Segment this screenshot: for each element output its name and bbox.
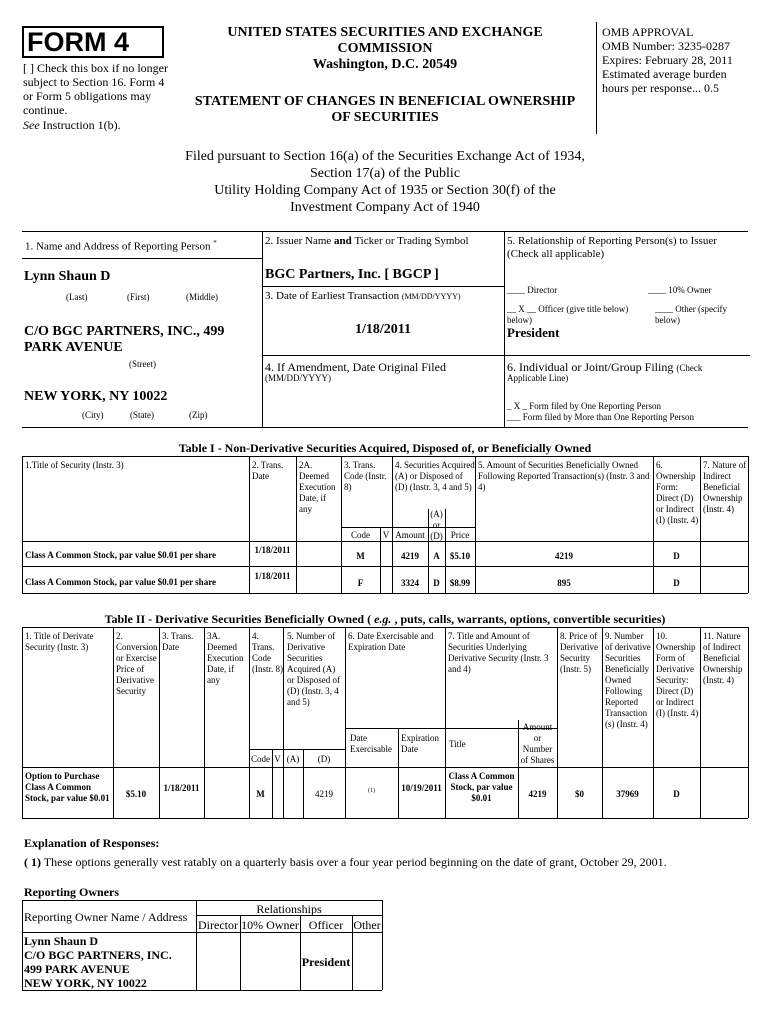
t1-row2-form: D: [673, 578, 680, 588]
t1-h6: 6. Ownership Form: Direct (D) or Indirect (I) (Instr. 4): [656, 460, 699, 525]
t1-v7: [700, 456, 701, 593]
filed-line2: Section 17(a) of the Public: [309, 166, 461, 181]
t2-sub-exp: Expiration Date: [401, 733, 439, 754]
t2-h3a: 3A. Deemed Execution Date, if any: [207, 631, 244, 685]
street-value: C/O BGC PARTNERS, INC., 499 PARK AVENUE: [24, 324, 225, 355]
relationship-other[interactable]: ____ Other (specify below): [655, 304, 727, 325]
t2-header-bottom: [22, 767, 748, 768]
t2-row-und-title: Class A Common Stock, par value $0.01: [448, 771, 515, 803]
owner-line1: Lynn Shaun D: [24, 934, 99, 948]
form-title-box: [22, 26, 164, 58]
label-street: (Street): [129, 359, 156, 369]
t1-row2-amount: 3324: [401, 578, 419, 588]
t1-row2-bottom: [22, 593, 748, 594]
label-zip: (Zip): [189, 410, 208, 420]
owner-line3: 499 PARK AVENUE: [24, 962, 130, 976]
relationship-ten-pct[interactable]: ____ 10% Owner: [648, 285, 712, 295]
box2-rule: [262, 286, 504, 287]
relationship-director[interactable]: ____ Director: [507, 285, 558, 295]
t1-row2-owned: 895: [557, 578, 571, 588]
filed-line4: Investment Company Act of 1940: [290, 200, 480, 215]
instruction-ref: [23, 118, 171, 132]
agency-line1: UNITED STATES SECURITIES AND EXCHANGE: [227, 25, 543, 40]
t2-row-title: Option to Purchase Class A Common Stock, par value $0.01: [25, 771, 110, 803]
omb-title: OMB APPROVAL: [602, 25, 694, 39]
reporting-person-name: Lynn Shaun D: [24, 269, 111, 284]
t2-h2: 2. Conversion or Exercise Price of Derivative Security: [116, 631, 158, 696]
box1-rule: [22, 258, 262, 259]
label-last: (Last): [66, 292, 88, 302]
owner-line2: C/O BGC PARTNERS, INC.: [24, 948, 172, 962]
box1-star: *: [213, 239, 217, 247]
filed-pursuant: [150, 148, 620, 216]
omb-burden1: Estimated average burden: [602, 67, 727, 81]
t1-row2-date: 1/18/2011: [254, 571, 291, 581]
owners-v0: [22, 900, 23, 990]
t1-v3: [341, 456, 342, 593]
t2-row-form: D: [673, 789, 680, 799]
box6-label-text: 6. Individual or Joint/Group Filing: [507, 360, 674, 374]
owner-name-address: [24, 934, 172, 990]
t1-v6: [653, 456, 654, 593]
t2-h11: 11. Nature of Indirect Beneficial Ownership (Instr. 4): [703, 631, 743, 685]
t1-v2: [296, 456, 297, 593]
section-bottom-rule: [22, 427, 748, 428]
t1-row2-ad: D: [433, 578, 440, 588]
t2-sub-title: Title: [449, 739, 466, 749]
owners-col-other: Other: [353, 918, 381, 932]
t1-row1-code: M: [356, 551, 365, 561]
t1-sub-rule: [341, 527, 475, 528]
t2-v6a: [398, 728, 399, 818]
t1-h1: 1.Title of Security (Instr. 3): [25, 460, 124, 470]
t2-v-right: [748, 627, 749, 818]
box4-format: (MM/DD/YYYY): [265, 373, 331, 383]
t1-row1-bottom: [22, 566, 748, 567]
issuer-name: BGC Partners, Inc. [ BGCP ]: [265, 267, 439, 282]
owners-col-officer: Officer: [308, 918, 344, 932]
t2-row-code: M: [256, 789, 265, 799]
t2-v10: [700, 627, 701, 818]
box2-label-post: Ticker or Trading Symbol: [351, 235, 469, 247]
section-top-rule: [22, 231, 748, 232]
owners-top: [22, 900, 382, 901]
t2-sub-date-ex: Date Exercisable: [350, 733, 392, 754]
t2-title-pre: Table II - Derivative Securities Beneficially Owned (: [104, 612, 375, 626]
box3-rule: [262, 355, 750, 356]
t1-h5: 5. Amount of Securities Beneficially Owned Following Reported Transaction(s) (Instr. 3 and 4): [478, 460, 650, 492]
t2-row-owned: 37969: [616, 789, 639, 799]
form-title: FORM 4: [27, 27, 130, 57]
note-text: These options generally vest ratably on a quarterly basis over a four year period beginning on the date of grant, October 29, 2001.: [43, 855, 667, 869]
t2-h10: 10. Ownership Form of Derivative Security: Direct (D) or Indirect (I) (Instr. 4): [656, 631, 699, 718]
t1-row1-form: D: [673, 551, 680, 561]
t1-v-right: [748, 456, 749, 593]
owners-heading: Reporting Owners: [24, 885, 119, 899]
label-first: (First): [127, 292, 150, 302]
t2-row-bottom: [22, 818, 748, 819]
t2-sub-amount: Amount or Number of Shares: [520, 722, 555, 765]
t2-row-und-amount: 4219: [528, 789, 547, 799]
omb-number: OMB Number: 3235-0287: [602, 39, 730, 53]
t1-v-left: [22, 456, 23, 593]
t2-title-post: , puts, calls, warrants, options, convertible securities): [391, 612, 666, 626]
box5-label-text: 5. Relationship of Reporting Person(s) to Issuer: [507, 235, 717, 247]
t1-h2a: 2A. Deemed Execution Date, if any: [299, 460, 336, 514]
t1-sub-aord: (A) or (D): [430, 509, 443, 541]
owner-officer-value: President: [301, 955, 351, 969]
box3-label: [265, 290, 505, 303]
instruction-text: Instruction 1(b).: [42, 118, 121, 132]
owners-header-bottom: [22, 932, 382, 933]
owners-bottom: [22, 990, 382, 991]
t1-sub-code: Code: [351, 530, 370, 540]
t1-row2-price: $8.99: [449, 578, 471, 588]
t1-v4: [392, 456, 393, 593]
box6-sub: Applicable Line): [507, 373, 569, 383]
box1-label: [25, 237, 260, 254]
agency-name: [175, 25, 595, 73]
t2-sub-v: V: [274, 754, 281, 764]
t1-row1-price: $5.10: [449, 551, 471, 561]
box3-format: (MM/DD/YYYY): [401, 292, 461, 301]
omb-approval: [602, 25, 767, 95]
t1-h4: 4. Securities Acquired (A) or Disposed of (D) (Instr. 3, 4 and 5): [395, 460, 475, 492]
t1-v5: [475, 456, 476, 593]
owners-col-ten: 10% Owner: [241, 918, 299, 932]
relationship-other-below: below): [507, 315, 532, 325]
filed-line3: Utility Holding Company Act of 1935 or Section 30(f) of the: [214, 183, 556, 198]
t2-sub-d: (D): [317, 754, 331, 764]
box1-label-text: 1. Name and Address of Reporting Person: [25, 240, 211, 253]
box2-label-pre: 2. Issuer Name: [265, 235, 335, 247]
omb-burden2: hours per response... 0.5: [602, 81, 719, 95]
relationship-officer[interactable]: __ X __ Officer (give title below): [507, 304, 629, 314]
t2-h7: 7. Title and Amount of Securities Underlying Derivative Security (Instr. 3 and 4): [448, 631, 549, 674]
statement-line1: STATEMENT OF CHANGES IN BENEFICIAL OWNERSHIP: [194, 94, 576, 109]
t1-row1-title: Class A Common Stock, par value $0.01 per share: [25, 550, 217, 560]
t1-h7: 7. Nature of Indirect Beneficial Ownership (Instr. 4): [703, 460, 747, 514]
earliest-transaction-date: 1/18/2011: [354, 322, 411, 337]
t1-row1-ad: A: [433, 551, 440, 561]
t1-top: [22, 456, 748, 457]
t2-row-date: 1/18/2011: [163, 783, 200, 793]
t2-h3: 3. Trans. Date: [162, 631, 194, 652]
agency-line2: COMMISSION: [337, 41, 433, 56]
t2-row-price: $5.10: [125, 789, 147, 799]
label-city: (City): [82, 410, 104, 420]
t1-h3: 3. Trans. Code (Instr. 8): [344, 460, 387, 492]
omb-divider: [596, 22, 597, 134]
t2-row-deriv-price: $0: [575, 789, 584, 799]
t2-v4: [283, 627, 284, 818]
t1-row2-title: Class A Common Stock, par value $0.01 per share: [25, 577, 217, 587]
box2-label: [265, 235, 505, 248]
no-longer-subject-checkbox-text[interactable]: [ ] Check this box if no longer subject to Section 16. Form 4 or Form 5 obligations may continue.: [23, 61, 168, 117]
t2-h9: 9. Number of derivative Securities Beneficially Owned Following Reported Transaction (s) (Instr. 4): [605, 631, 651, 729]
t2-sub-code: Code: [251, 754, 270, 764]
statement-title: [175, 94, 595, 126]
owners-col-director: Director: [198, 918, 238, 932]
box6-label: [507, 360, 752, 374]
t2-h6: 6. Date Exercisable and Expiration Date: [348, 631, 434, 652]
col-divider-b: [504, 231, 505, 427]
note-number: ( 1): [24, 855, 41, 869]
owners-col-name: Reporting Owner Name / Address: [24, 910, 188, 924]
t1-row1-date: 1/18/2011: [254, 545, 291, 555]
t1-sub-price: Price: [450, 530, 470, 540]
t2-h5: 5. Number of Derivative Securities Acquired (A) or Disposed of (D) (Instr. 3, 4 and 5): [287, 631, 340, 707]
t1-row1-amount: 4219: [401, 551, 419, 561]
t2-top: [22, 627, 748, 628]
box5-label: [507, 235, 752, 261]
t2-h4: 4. Trans. Code (Instr. 8): [252, 631, 283, 674]
box4-label: 4. If Amendment, Date Original Filed: [265, 360, 446, 374]
t2-title-eg: e.g.: [374, 612, 392, 626]
t1-row1-owned: 4219: [555, 551, 573, 561]
officer-title: President: [507, 325, 560, 340]
t2-row-exercisable: (1): [368, 788, 375, 794]
owners-relationships: Relationships: [256, 902, 322, 916]
omb-expires: Expires: February 28, 2011: [602, 53, 733, 67]
t2-v-left: [22, 627, 23, 818]
t1-row2-code: F: [357, 578, 364, 588]
t1-h2: 2. Trans. Date: [252, 460, 284, 481]
t1-sub-amount: Amount: [395, 530, 425, 540]
label-state: (State): [130, 410, 154, 420]
t2-row-expiration: 10/19/2011: [401, 783, 442, 793]
explanation-note: [24, 855, 754, 869]
see-word: See: [23, 118, 40, 132]
table1-title: Table I - Non-Derivative Securities Acquired, Disposed of, or Beneficially Owned: [178, 441, 592, 455]
box6-check: (Check: [676, 363, 703, 373]
t2-row-acquired: 4219: [315, 789, 333, 799]
t2-h8: 8. Price of Derivative Security (Instr. 5): [560, 631, 598, 674]
t2-v3: [204, 627, 205, 818]
filed-by-more[interactable]: ___ Form filed by More than One Reporting Person: [507, 412, 694, 422]
filed-line1: Filed pursuant to Section 16(a) of the Securities Exchange Act of 1934,: [185, 149, 585, 164]
box5-sub: (Check all applicable): [507, 248, 605, 260]
t1-sub-v: V: [382, 530, 390, 540]
label-middle: (Middle): [186, 292, 218, 302]
t2-sub-a: (A): [286, 754, 300, 764]
owner-line4: NEW YORK, NY 10022: [24, 976, 147, 990]
t2-sub-rule1: [249, 749, 345, 750]
box3-label-text: 3. Date of Earliest Transaction: [265, 290, 400, 302]
t2-h1: 1. Title of Derivate Security (Instr. 3): [25, 631, 94, 652]
city-value: NEW YORK, NY 10022: [24, 389, 168, 404]
table2-title: [22, 612, 748, 626]
owners-v5: [382, 900, 383, 990]
t1-header-bottom: [22, 541, 748, 542]
statement-line2: OF SECURITIES: [331, 110, 439, 125]
explanation-heading: Explanation of Responses:: [24, 836, 160, 850]
agency-line3: Washington, D.C. 20549: [312, 57, 458, 72]
box2-label-and: and: [334, 235, 352, 247]
filed-by-one[interactable]: _ X _ Form filed by One Reporting Person: [507, 401, 661, 411]
